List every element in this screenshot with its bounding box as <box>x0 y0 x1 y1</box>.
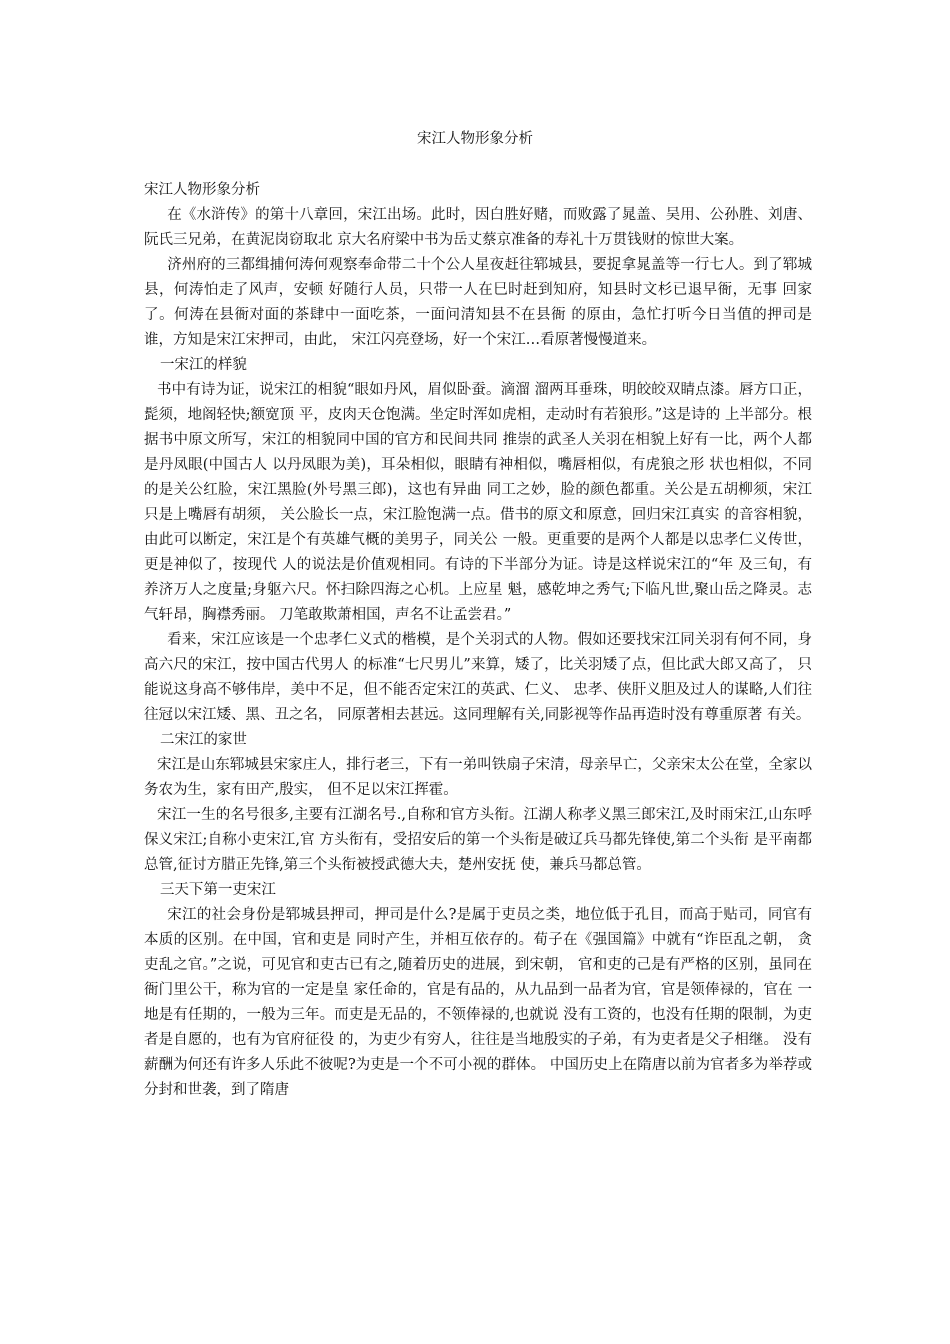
paragraph-appearance-comparison: 看来，宋江应该是一个忠孝仁义式的楷模，是个关羽式的人物。假如还要找宋江同关羽有何不同，身高六尺的宋江，按中国古代男人 的标准“七尺男儿”来算，矮了，比关羽矮了点，但比武大郎又高了， 只能说这身高不够伟岸，美中不足，但不能否定宋江的英武、仁义、 忠孝、侠肝义胆及过人的谋略,人们往往冠以宋江矮、黑、丑之名， 同原著相去甚远。这同理解有关,同影视等作品再造时没有尊重原著 有关。 <box>144 632 812 723</box>
paragraph-arrival: 济州府的三都缉捕何涛何观察奉命带二十个公人星夜赶往郓城县，要捉拿晁盖等一行七人。到了郓城县，何涛怕走了风声，安顿 好随行人员，只带一人在巳时赶到知府，知县时文杉已退早衙，无事 回家了。何涛在县衙对面的茶肆中一面吃茶，一面问清知县不在县衙 的原由，急忙打听今日当值的押司是谁，方知是宋江宋押司，由此， 宋江闪亮登场，好一个宋江…看原著慢慢道来。 <box>144 257 812 348</box>
document-subtitle: 宋江人物形象分析 <box>144 182 260 198</box>
section-heading-appearance: 一宋江的样貌 <box>159 357 247 373</box>
paragraph-titles: 宋江一生的名号很多,主要有江湖名号.,自称和官方头衔。江湖人称孝义黑三郎宋江,及时雨宋江,山东呼保义宋江;自称小吏宋江,官 方头衔有，受招安后的第一个头衔是破辽兵马都先锋使,第二个头衔 是平南都总管,征讨方腊正先锋,第三个头衔被授武德大夫，楚州安抚 使，兼兵马都总管。 <box>144 807 812 873</box>
paragraph-family: 宋江是山东郓城县宋家庄人，排行老三，下有一弟叫铁扇子宋清，母亲早亡，父亲宋太公在堂，全家以务农为生，家有田产,殷实， 但不足以宋江挥霍。 <box>144 757 812 798</box>
section-heading-family: 二宋江的家世 <box>159 732 247 748</box>
paragraph-clerk: 宋江的社会身份是郓城县押司，押司是什么?是属于吏员之类，地位低于孔目，而高于贴司，同官有本质的区别。在中国，官和吏是 同时产生，并相互依存的。荀子在《强国篇》中就有“诈臣乱之朝， 贪吏乱之官。”之说，可见官和吏古已有之,随着历史的进展，到宋朝， 官和吏的己是有严格的区别，虽同在衙门里公干，称为官的一定是皇 家任命的，官是有品的，从九品到一品者为官，官是领俸禄的，官在 一地是有任期的，一般为三年。而吏是无品的，不领俸禄的,也就说 没有工资的，也没有任期的限制，为吏者是自愿的，也有为官府征役 的，为吏少有穷人，往往是当地殷实的子弟，有为吏者是父子相继。 没有薪酬为何还有许多人乐此不彼呢?为吏是一个不可小视的群体。 中国历史上在隋唐以前为官者多为举荐或分封和世袭，到了隋唐 <box>144 907 812 1098</box>
section-heading-clerk: 三天下第一吏宋江 <box>159 882 276 898</box>
page-title: 宋江人物形象分析 <box>417 131 533 147</box>
document-body <box>144 178 812 1103</box>
paragraph-intro: 在《水浒传》的第十八章回，宋江出场。此时，因白胜好赌，而败露了晁盖、吴用、公孙胜、刘唐、阮氏三兄弟，在黄泥岗窃取北 京大名府梁中书为岳丈蔡京准备的寿礼十万贯钱财的惊世大案。 <box>144 207 812 248</box>
paragraph-appearance-poem: 书中有诗为证，说宋江的相貌“眼如丹风，眉似卧蚕。滴溜 溜两耳垂珠，明皎皎双睛点漆。唇方口正，髭须，地阁轻快;额宽顶 平，皮肉天仓饱满。坐定时浑如虎相，走动时有若狼形。”这是诗的 上半部分。根据书中原文所写，宋江的相貌同中国的官方和民间共同 推崇的武圣人关羽在相貌上好有一比，两个人都是丹凤眼(中国古人 以丹凤眼为美)，耳朵相似，眼睛有神相似，嘴唇相似，有虎狼之形 状也相似，不同的是关公红脸，宋江黑脸(外号黑三郎)，这也有异曲 同工之妙，脸的颜色都重。关公是五胡柳须，宋江只是上嘴唇有胡须， 关公脸长一点，宋江脸饱满一点。借书的原文和原意，回归宋江真实 的音容相貌，由此可以断定，宋江是个有英雄气概的美男子，同关公 一般。更重要的是两个人都是以忠孝仁义传世，更是神似了，按现代 人的说法是价值观相同。有诗的下半部分为证。诗是这样说宋江的“年 及三旬，有养济万人之度量;身躯六尺。怀扫除四海之心机。上应星 魁，感乾坤之秀气;下临凡世,聚山岳之降灵。志气轩昂，胸襟秀丽。 刀笔敢欺萧相国，声名不让孟尝君。” <box>144 382 812 623</box>
